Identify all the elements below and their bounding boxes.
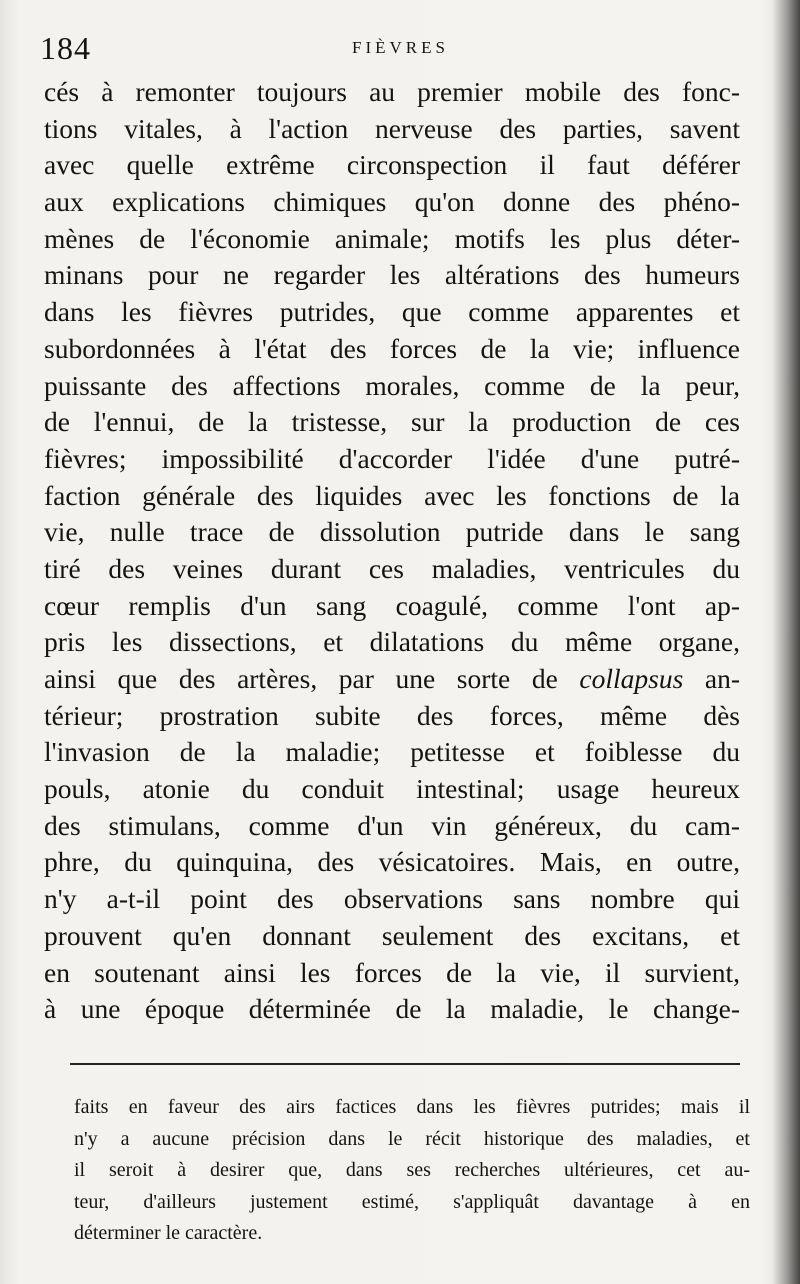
- text-line: aux explications chimiques qu'on donne des phéno-: [44, 186, 740, 218]
- footnote-line: n'y a aucune précision dans le récit historique des maladies, et: [74, 1127, 750, 1150]
- text-line: faction générale des liquides avec les fonctions de la: [44, 479, 740, 511]
- text-line: avec quelle extrême circonspection il faut déférer: [44, 149, 740, 181]
- footnote-line: faits en faveur des airs factices dans les fièvres putrides; mais il: [74, 1096, 750, 1118]
- text-line: l'invasion de la maladie; petitesse et foiblesse du: [44, 736, 740, 768]
- text-line: fièvres; impossibilité d'accorder l'idée d'une putré-: [44, 442, 740, 474]
- text-line: pris les dissections, et dilatations du même organe,: [44, 626, 740, 658]
- text-line: térieur; prostration subite des forces, même dès: [44, 699, 740, 731]
- text-line: prouvent qu'en donnant seulement des excitans, et: [44, 919, 740, 951]
- text-line: tions vitales, à l'action nerveuse des parties, savent: [44, 112, 740, 144]
- text-line: mènes de l'économie animale; motifs les plus déter-: [44, 222, 740, 254]
- text-line: subordonnées à l'état des forces de la vie; influence: [44, 332, 740, 364]
- text-line: à une époque déterminée de la maladie, le change-: [44, 993, 740, 1025]
- text-line: minans pour ne regarder les altérations des humeurs: [44, 259, 740, 291]
- italic-term: collapsus: [579, 663, 684, 694]
- text-line: tiré des veines durant ces maladies, ventricules du: [44, 552, 740, 584]
- footnote-line: teur, d'ailleurs justement estimé, s'appliquât davantage à en: [74, 1190, 750, 1213]
- page-edge-shadow: [772, 0, 800, 1284]
- text-line: ainsi que des artères, par une sorte de collapsus an-: [44, 663, 740, 694]
- text-line: cœur remplis d'un sang coagulé, comme l'ont ap-: [44, 589, 740, 621]
- footnote-rule: [70, 1063, 740, 1065]
- footnote-line: il seroit à desirer que, dans ses recherches ultérieures, cet au-: [74, 1159, 750, 1181]
- running-head: FIÈVRES: [352, 38, 449, 57]
- footnote-line: déterminer le caractère.: [74, 1222, 263, 1244]
- main-text: [44, 74, 740, 1028]
- text-line: cés à remonter toujours au premier mobile des fonc-: [44, 76, 740, 107]
- text-line: pouls, atonie du conduit intestinal; usage heureux: [44, 773, 740, 805]
- text-line: dans les fièvres putrides, que comme apparentes et: [44, 296, 740, 328]
- page-number: 184: [40, 30, 91, 66]
- text-line: des stimulans, comme d'un vin généreux, du cam-: [44, 809, 740, 841]
- text-line: en soutenant ainsi les forces de la vie, il survient,: [44, 956, 740, 988]
- page-header: [40, 30, 760, 66]
- text-line: n'y a-t-il point des observations sans nombre qui: [44, 883, 740, 915]
- footnote: [74, 1092, 750, 1250]
- text-line: puissante des affections morales, comme de la peur,: [44, 369, 740, 401]
- text-line: de l'ennui, de la tristesse, sur la production de ces: [44, 406, 740, 438]
- text-line: vie, nulle trace de dissolution putride dans le sang: [44, 516, 740, 548]
- text-line: phre, du quinquina, des vésicatoires. Mais, en outre,: [44, 846, 740, 878]
